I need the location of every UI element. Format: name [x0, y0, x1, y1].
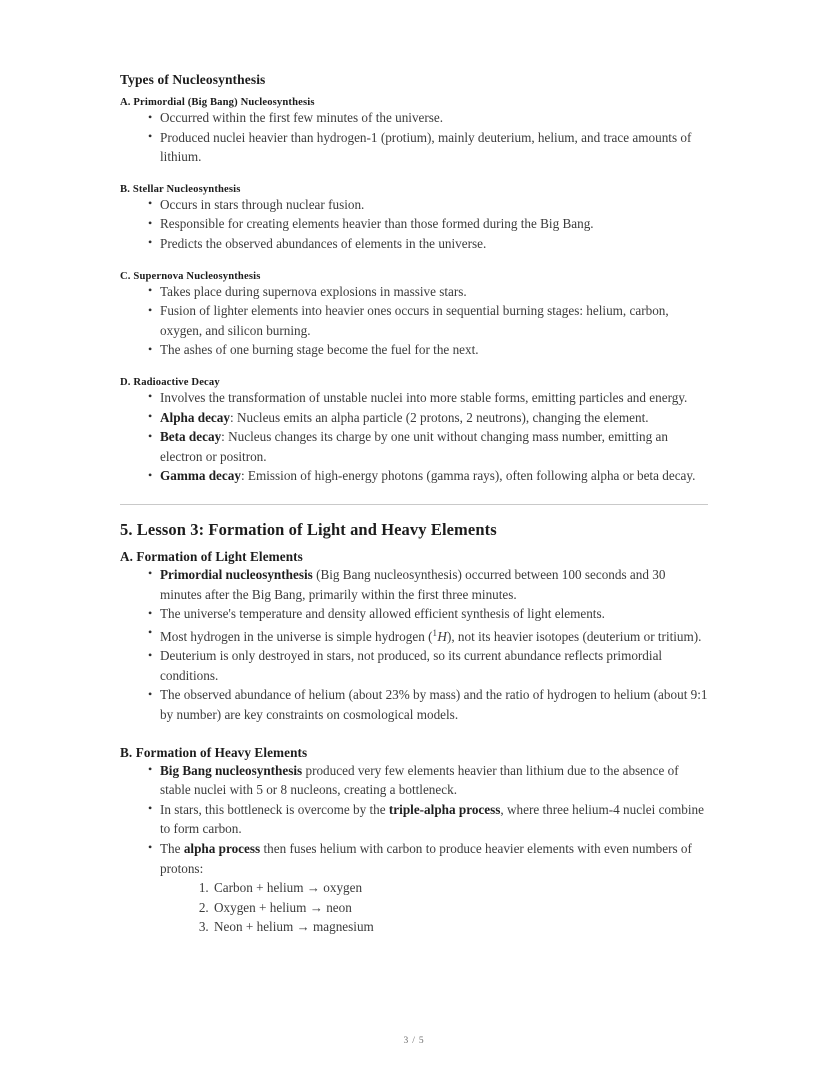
list-item-text: The universe's temperature and density allowed efficient synthesis of light elements. — [160, 606, 605, 622]
list-item: • Produced nuclei heavier than hydrogen-1 (protium), mainly deuterium, helium, and trace amounts of lithium. — [160, 128, 710, 167]
list-item: 3. Neon + helium → magnesium — [212, 917, 710, 937]
list-item — [160, 800, 710, 839]
section-divider — [120, 504, 708, 505]
term-alpha-process: alpha process — [183, 840, 261, 856]
math-hydrogen-isotope — [433, 629, 447, 644]
list-item: • Predicts the observed abundances of elements in the universe. — [160, 234, 710, 254]
list-alpha-process-steps — [120, 878, 710, 937]
list-item-text: (Big Bang nucleosynthesis) occurred between 100 seconds and 30 minutes after the Big Bang, primarily within the first three minutes. — [160, 566, 666, 602]
list-item-text-before: Most hydrogen in the universe is simple hydrogen ( — [160, 628, 433, 644]
list-item — [160, 466, 710, 486]
term-alpha-decay: Alpha decay — [160, 409, 230, 425]
list-item-text: : Nucleus changes its charge by one unit without changing mass number, emitting an electron or positron. — [160, 429, 668, 464]
list-item-text-after: , where three helium-4 nuclei combine to form carbon. — [160, 801, 704, 837]
list-primordial-bullets — [120, 108, 710, 167]
list-item: • Fusion of lighter elements into heavier ones occurs in sequential burning stages: helium, carbon, oxygen, and silicon burning. — [160, 301, 710, 340]
list-item — [160, 388, 710, 408]
list-item: 1. Carbon + helium → oxygen — [212, 878, 710, 898]
heading-types-of-nucleosynthesis: Types of Nucleosynthesis — [120, 72, 266, 87]
list-supernova-bullets — [120, 282, 710, 360]
list-item-text-before: In stars, this bottleneck is overcome by the — [160, 801, 389, 817]
list-item — [160, 565, 710, 604]
list-item — [160, 839, 710, 878]
list-item — [160, 427, 710, 466]
list-item: 2. Oxygen + helium → neon — [212, 898, 710, 918]
term-triple-alpha-process: triple-alpha process — [388, 801, 501, 817]
page-indicator: 3 / 5 — [403, 1036, 425, 1046]
heading-formation-of-light-elements: A. Formation of Light Elements — [120, 548, 303, 564]
heading-stellar-nucleosynthesis: B. Stellar Nucleosynthesis — [120, 183, 241, 195]
list-item — [160, 624, 710, 647]
heading-lesson-3: 5. Lesson 3: Formation of Light and Heavy Elements — [120, 519, 497, 539]
list-item-text-after: ), not its heavier isotopes (deuterium or tritium). — [446, 628, 702, 644]
list-item: • Occurred within the first few minutes of the universe. — [160, 108, 710, 128]
term-beta-decay: Beta decay — [160, 429, 222, 445]
list-stellar-bullets — [120, 195, 710, 254]
list-item — [160, 646, 710, 685]
heading-supernova-nucleosynthesis: C. Supernova Nucleosynthesis — [120, 270, 261, 282]
list-item-text: Deuterium is only destroyed in stars, not produced, so its current abundance reflects primordial conditions. — [160, 648, 663, 683]
term-gamma-decay: Gamma decay — [160, 468, 241, 484]
list-item: • Responsible for creating elements heavier than those formed during the Big Bang. — [160, 214, 710, 234]
math-superscript: 1 — [432, 627, 438, 638]
term-big-bang-nucleosynthesis: Big Bang nucleosynthesis — [160, 762, 303, 778]
list-item-text: : Emission of high-energy photons (gamma rays), often following alpha or beta decay. — [240, 468, 696, 484]
list-item: • Takes place during supernova explosions in massive stars. — [160, 282, 710, 302]
list-item: • Occurs in stars through nuclear fusion. — [160, 195, 710, 215]
list-item-text-after: then fuses helium with carbon to produce heavier elements with even numbers of protons: — [160, 840, 692, 876]
list-item-text: The observed abundance of helium (about 23% by mass) and the ratio of hydrogen to helium (about 9:1 by number) are key constraints on cosmological models. — [160, 687, 708, 722]
list-item-text-before: The — [160, 840, 184, 856]
heading-radioactive-decay: D. Radioactive Decay — [120, 376, 220, 388]
list-item — [160, 408, 710, 428]
math-symbol: H — [437, 628, 447, 644]
list-light-elements-bullets — [120, 565, 710, 725]
list-item — [160, 604, 710, 624]
list-heavy-elements-bullets — [120, 761, 710, 879]
list-item-text: : Nucleus emits an alpha particle (2 protons, 2 neutrons), changing the element. — [229, 409, 649, 425]
term-primordial-nucleosynthesis: Primordial nucleosynthesis — [160, 566, 313, 582]
heading-primordial-nucleosynthesis: A. Primordial (Big Bang) Nucleosynthesis — [120, 97, 315, 108]
heading-formation-of-heavy-elements: B. Formation of Heavy Elements — [120, 744, 308, 760]
list-item — [160, 761, 710, 800]
list-item-text: Involves the transformation of unstable nuclei into more stable forms, emitting particles and energy. — [160, 389, 688, 405]
list-item-text: produced very few elements heavier than lithium due to the absence of stable nuclei with 5 or 8 nucleons, creating a bottleneck. — [160, 762, 679, 798]
document-page — [120, 0, 710, 937]
list-item — [160, 685, 710, 724]
list-radioactive-decay-bullets — [120, 388, 710, 486]
list-item: • The ashes of one burning stage become the fuel for the next. — [160, 340, 710, 360]
